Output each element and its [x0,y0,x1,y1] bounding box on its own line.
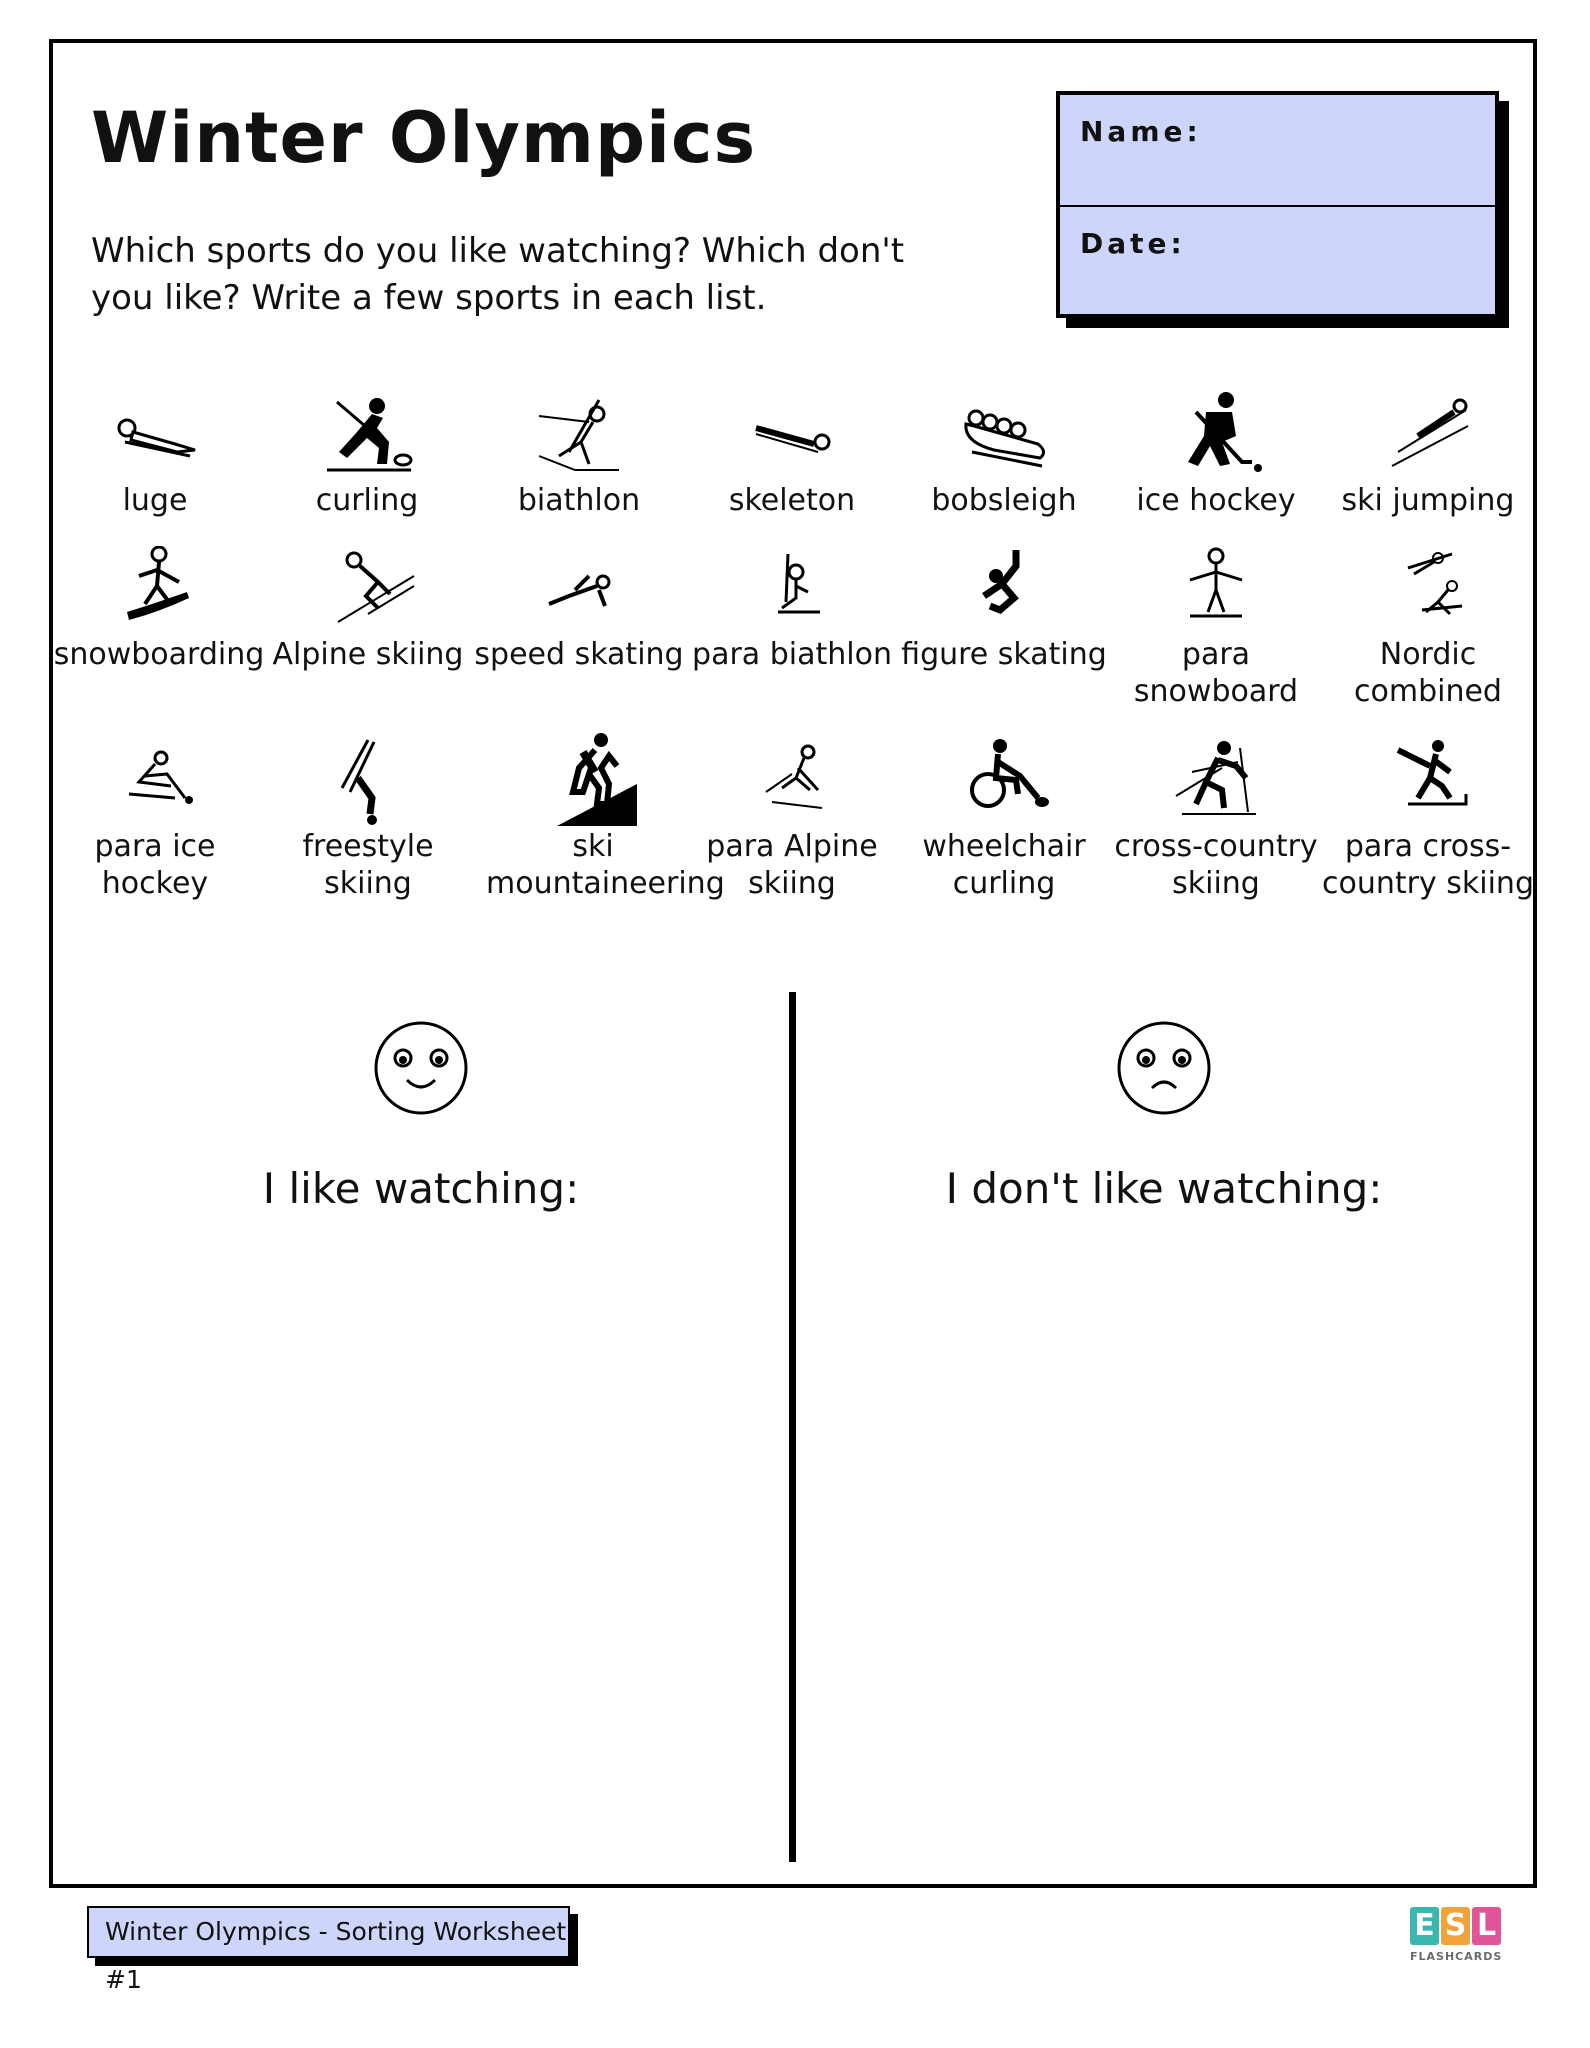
sport-label: Alpine skiing [272,637,464,672]
footer-label: Winter Olympics - Sorting Worksheet #1 [87,1906,570,1958]
sport-item [261,738,475,902]
sport-item [472,392,686,519]
sport-label: curling [315,483,419,518]
sport-label: figure skating [901,637,1107,672]
sport-item [1109,392,1323,519]
alpine-skiing-icon [318,546,418,634]
sad-face-icon [1116,1020,1212,1116]
curling-icon [317,392,417,480]
freestyle-skiing-icon [318,738,418,826]
sport-label: ski jumping [1341,483,1515,518]
sport-label: bobsleigh [931,483,1077,518]
sport-item [685,738,899,902]
sport-label: para biathlon [692,637,892,672]
bobsleigh-icon [954,392,1054,480]
ice-hockey-icon [1166,392,1266,480]
sport-item [897,738,1111,902]
sport-item [486,732,725,902]
para-ice-hockey-icon [105,738,205,826]
sport-label: para snowboard [1133,637,1299,709]
sport-item [1321,546,1535,710]
instructions: Which sports do you like watching? Which don't you like? Write a few sports in each list. [91,231,905,318]
name-field[interactable] [1060,95,1495,205]
sport-label: freestyle skiing [302,829,434,901]
sport-label: skeleton [728,483,856,518]
ski-mountaineering-icon [543,732,643,826]
happy-face-icon [373,1020,469,1116]
skeleton-icon [742,392,842,480]
sport-item [1109,546,1323,710]
sport-item [685,546,899,673]
sport-item [261,546,475,673]
para-alpine-skiing-icon [742,738,842,826]
sport-item [1321,392,1535,519]
sport-label: para Alpine skiing [706,829,878,901]
sport-item [48,738,262,902]
name-date-box [1056,91,1499,318]
speed-skating-icon [529,546,629,634]
sport-label: Nordic combined [1354,637,1502,709]
sport-item [685,392,899,519]
sport-item [1321,738,1535,902]
logo-subtext: FLASHCARDS [1410,1950,1503,1963]
sport-label: luge [122,483,188,518]
dislike-heading: I don't like watching: [945,1164,1383,1213]
esl-flashcards-logo [1410,1907,1502,1967]
sport-label: wheelchair curling [922,829,1086,901]
date-field[interactable] [1060,205,1495,315]
sport-item [472,546,686,673]
para-biathlon-icon [742,546,842,634]
logo-letter-e: E [1410,1907,1439,1945]
logo-letter-s: S [1441,1907,1470,1945]
nordic-combined-icon [1378,546,1478,634]
sport-label: snowboarding [53,637,265,672]
logo-letter-l: L [1472,1907,1501,1945]
sport-label: cross-country skiing [1114,829,1318,901]
name-label: Name: [1080,115,1202,148]
sport-item [52,546,266,673]
ski-jumping-icon [1378,392,1478,480]
para-cross-country-skiing-icon [1378,738,1478,826]
sport-item [897,546,1111,673]
sport-item [48,392,262,519]
sport-item [897,392,1111,519]
sport-label: speed skating [474,637,684,672]
cross-country-skiing-icon [1166,738,1266,826]
like-heading: I like watching: [262,1164,580,1213]
sport-label: biathlon [517,483,641,518]
sport-label: ice hockey [1136,483,1296,518]
figure-skating-icon [954,546,1054,634]
column-divider [789,992,796,1862]
para-snowboard-icon [1166,546,1266,634]
wheelchair-curling-icon [954,738,1054,826]
sport-item [260,392,474,519]
sport-item [1109,738,1323,902]
sport-label: para cross-country skiing [1322,829,1534,901]
snowboarding-icon [109,546,209,634]
luge-icon [105,392,205,480]
page-title: Winter Olympics [91,97,757,179]
sport-label: para ice hockey [94,829,216,901]
sport-label: ski mountaineering [486,829,725,901]
biathlon-icon [529,392,629,480]
date-label: Date: [1080,226,1186,260]
